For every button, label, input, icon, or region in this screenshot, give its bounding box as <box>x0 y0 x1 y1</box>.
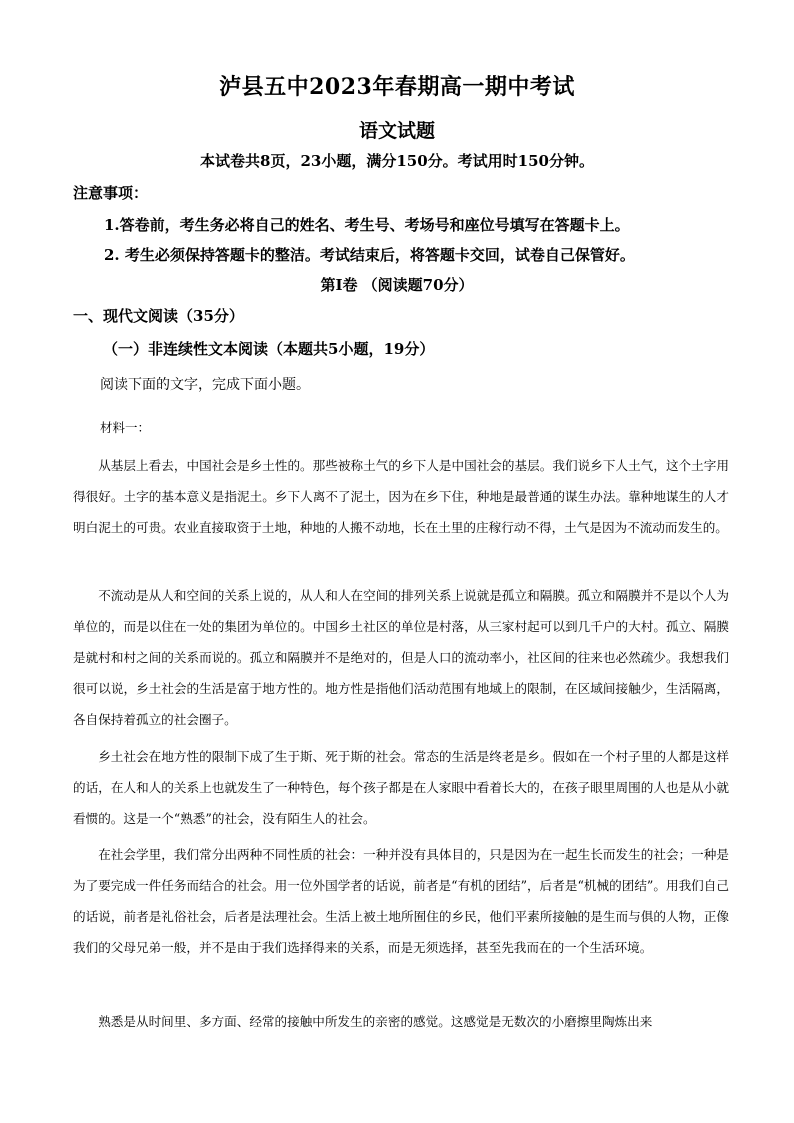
exam-title: 泸县五中2023年春期高一期中考试 <box>219 74 575 100</box>
subsection-heading: （一）非连续性文本阅读（本题共5小题，19分） <box>103 340 435 358</box>
material-label: 材料一： <box>100 420 151 435</box>
passage-paragraph-4: 在社会学里，我们常分出两种不同性质的社会：一种并没有具体目的，只是因为在一起生长而发生的社会；一种是为了要完成一件任务而结合的社会。用一位外国学者的话说，前者是“有机的团结”，后者是“机械的团结”。用我们自己的话说，前者是礼俗社会，后者是法理社会。生活上被土地所囿住的乡民，他们平素所接触的是生而与俱的人物，正像我们的父母兄弟一般，并不是由于我们选择得来的关系，而是无须选择，甚至先我而在的一个生活环境。 <box>73 847 729 955</box>
exam-subtitle: 语文试题 <box>358 120 435 142</box>
exam-info: 本试卷共8页，23小题，满分150分。考试用时150分钟。 <box>200 152 594 170</box>
section-heading: 一、现代文阅读（35分） <box>73 307 244 325</box>
notes-heading: 注意事项： <box>73 184 149 202</box>
volume-heading: 第Ⅰ卷 （阅读题70分） <box>320 276 474 294</box>
passage-paragraph-3: 乡土社会在地方性的限制下成了生于斯、死于斯的社会。常态的生活是终老是乡。假如在一个村子里的人都是这样的话，在人和人的关系上也就发生了一种特色，每个孩子都是在人家眼中看着长大的，在孩子眼里周围的人也是从小就看惯的。这是一个“熟悉”的社会，没有陌生人的社会。 <box>73 749 729 826</box>
passage-paragraph-5: 熟悉是从时间里、多方面、经常的接触中所发生的亲密的感觉。这感觉是无数次的小磨擦里陶炼出来 <box>98 1014 653 1029</box>
reading-instruction: 阅读下面的文字，完成下面小题。 <box>100 377 310 393</box>
note-item-2: 2. 考生必须保持答题卡的整洁。考试结束后，将答题卡交回，试卷自己保管好。 <box>104 246 635 264</box>
note-item-1: 1.答卷前，考生务必将自己的姓名、考生号、考场号和座位号填写在答题卡上。 <box>104 216 630 234</box>
passage-paragraph-1: 从基层上看去，中国社会是乡土性的。那些被称土气的乡下人是中国社会的基层。我们说乡下人土气，这个土字用得很好。土字的基本意义是指泥土。乡下人离不了泥土，因为在乡下住，种地是最普通的谋生办法。靠种地谋生的人才明白泥土的可贵。农业直接取资于土地，种地的人搬不动地，长在土里的庄稼行动不得，土气是因为不流动而发生的。 <box>73 458 729 535</box>
passage-paragraph-2: 不流动是从人和空间的关系上说的，从人和人在空间的排列关系上说就是孤立和隔膜。孤立和隔膜并不是以个人为单位的，而是以住在一处的集团为单位的。中国乡土社区的单位是村落，从三家村起可以到几千户的大村。孤立、隔膜是就村和村之间的关系而说的。孤立和隔膜并不是绝对的，但是人口的流动率小，社区间的往来也必然疏少。我想我们很可以说，乡土社会的生活是富于地方性的。地方性是指他们活动范围有地域上的限制，在区域间接触少，生活隔离，各自保持着孤立的社会圈子。 <box>73 588 729 727</box>
